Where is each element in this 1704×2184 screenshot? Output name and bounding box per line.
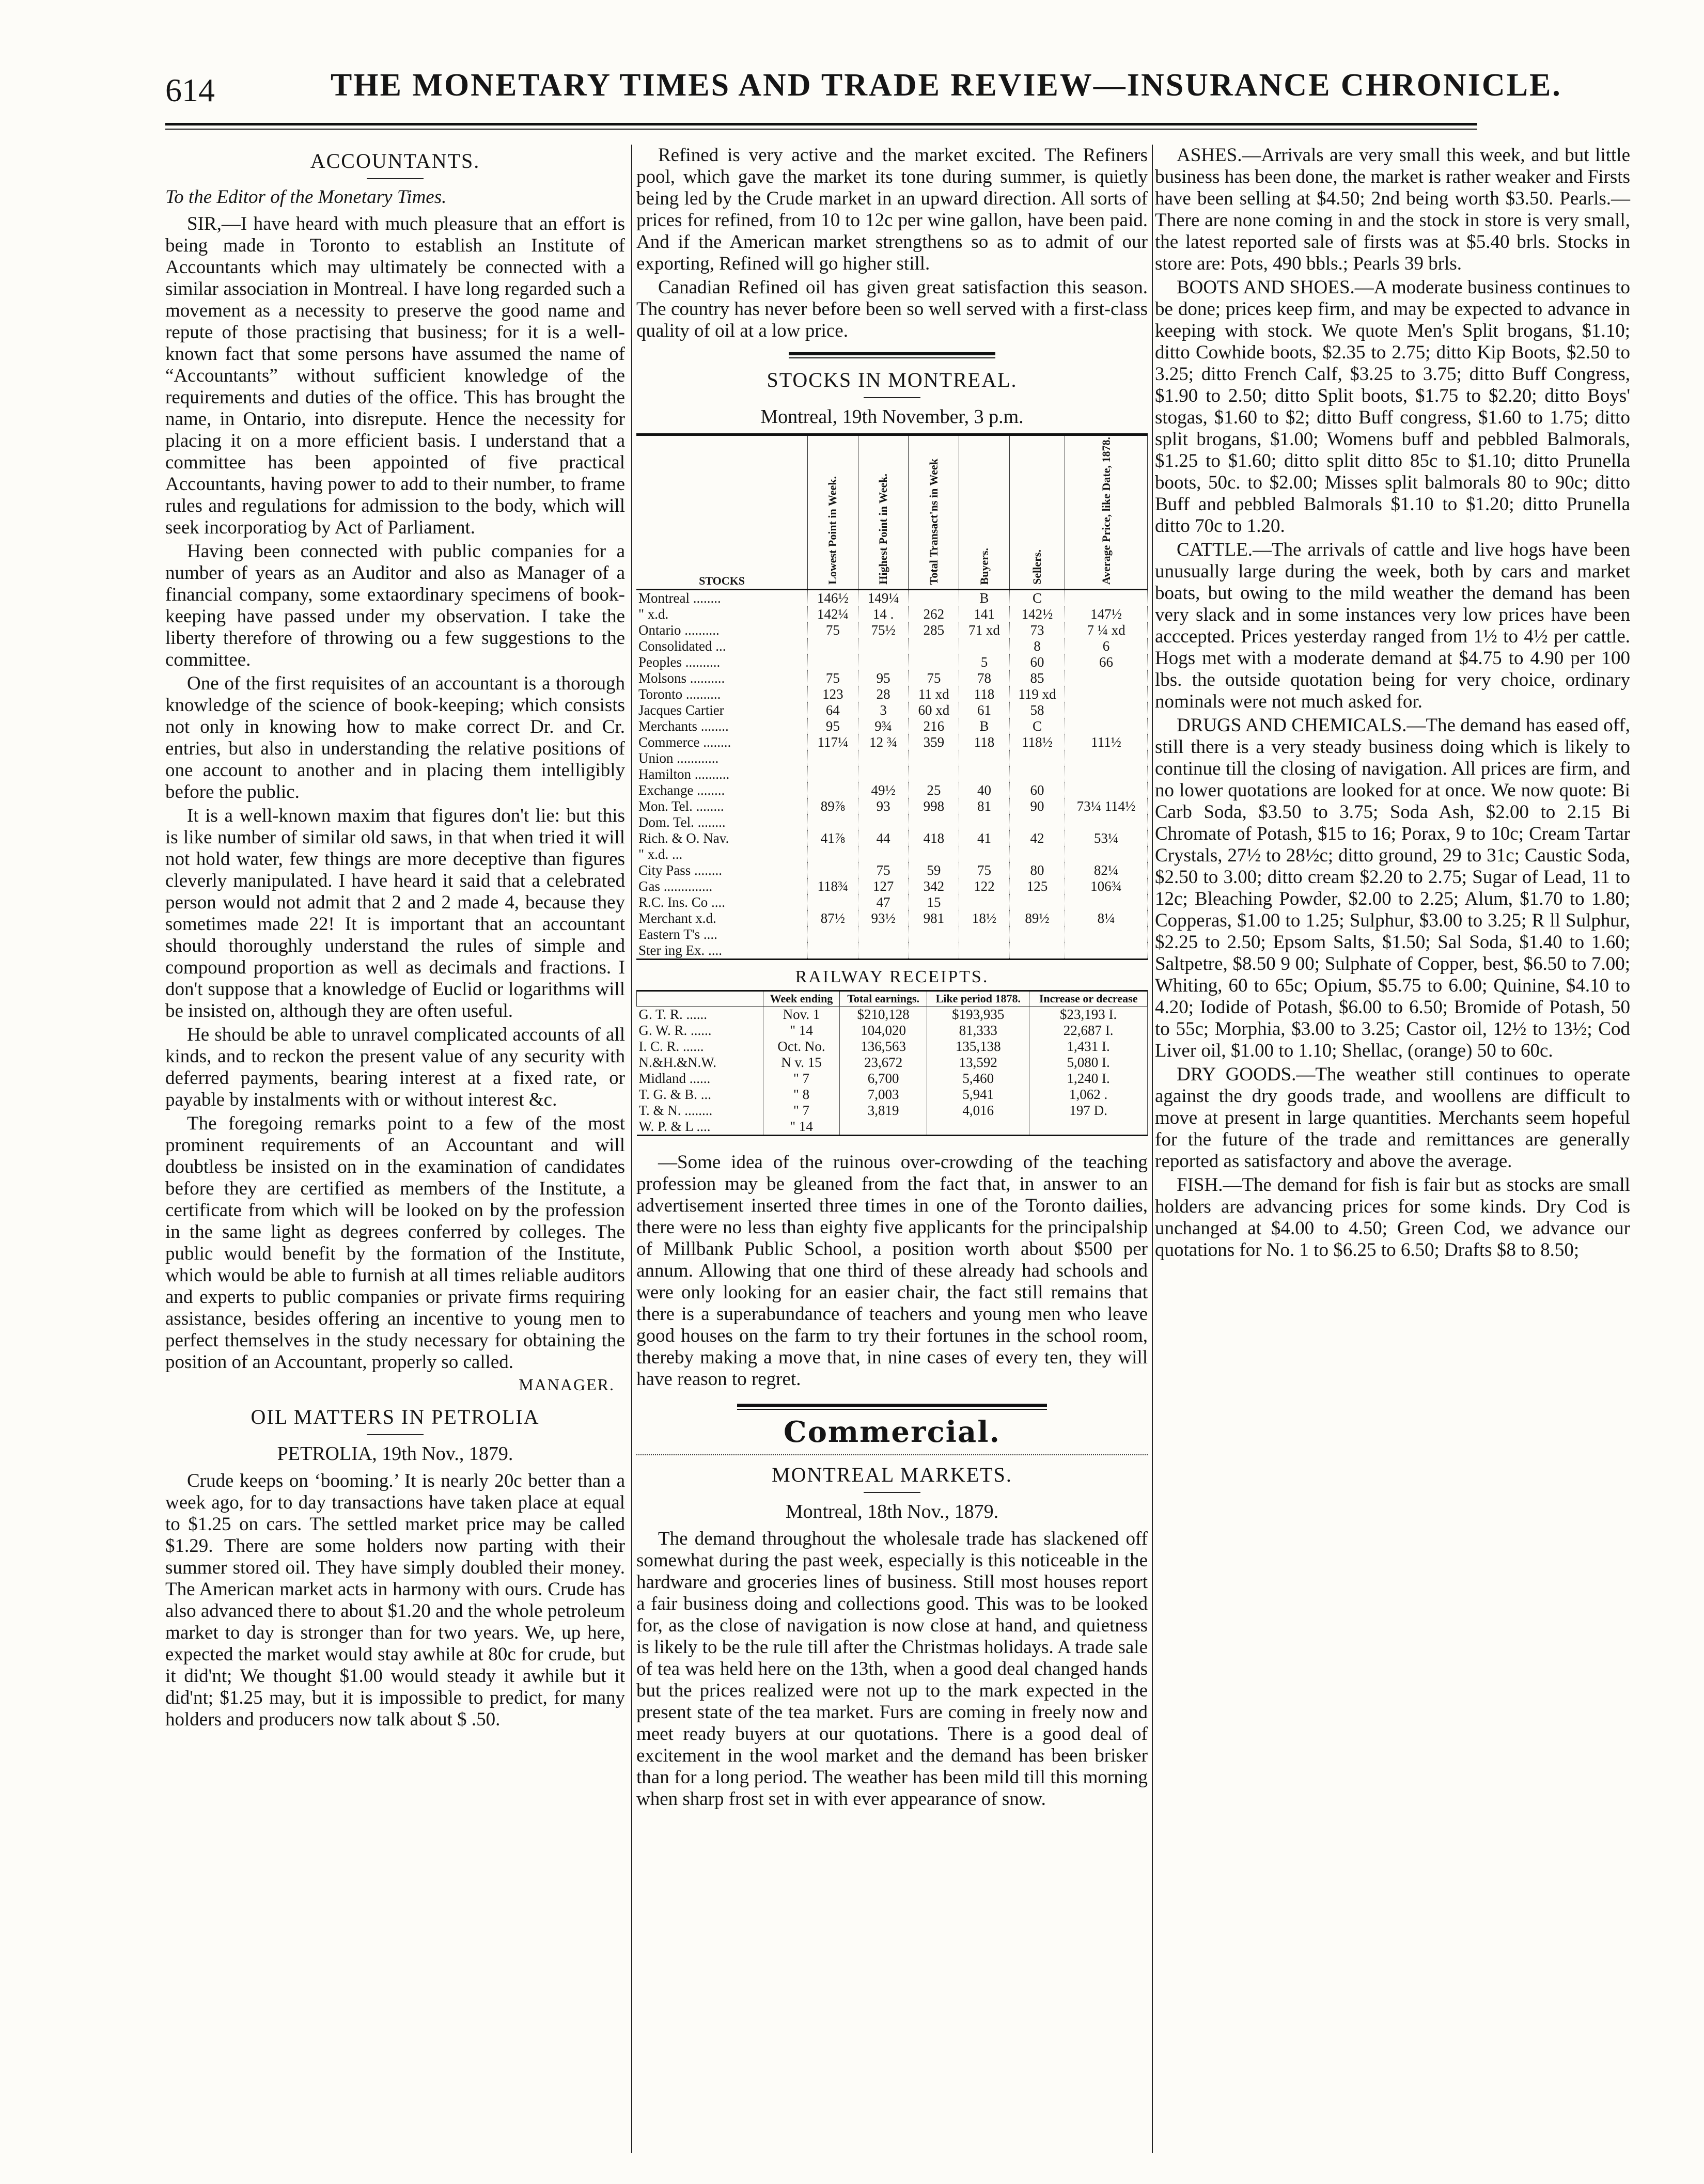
stocks-cell: 106¾ xyxy=(1065,878,1148,894)
stocks-cell: 90 xyxy=(1009,798,1065,814)
stocks-row xyxy=(636,942,1148,960)
stocks-cell: Dom. Tel. ........ xyxy=(636,814,808,830)
railway-cell: 81,333 xyxy=(927,1023,1029,1039)
stocks-cell xyxy=(959,766,1010,782)
railway-cell: 5,080 I. xyxy=(1029,1055,1148,1071)
stocks-cell: 60 xd xyxy=(909,702,959,718)
stocks-row xyxy=(636,926,1148,942)
stocks-cell: 95 xyxy=(808,718,858,734)
stocks-cell xyxy=(909,638,959,654)
stocks-dateline: Montreal, 19th November, 3 p.m. xyxy=(760,406,1024,428)
stocks-cell xyxy=(1065,686,1148,702)
stocks-cell: 142¼ xyxy=(808,606,858,622)
stocks-cell: 122 xyxy=(959,878,1010,894)
stocks-cell: 11 xd xyxy=(909,686,959,702)
stocks-cell: 75 xyxy=(959,862,1010,878)
railway-cell: $193,935 xyxy=(927,1007,1029,1023)
section-rule xyxy=(367,178,424,179)
stocks-cell: 118½ xyxy=(1009,734,1065,750)
column-2 xyxy=(636,145,1148,2153)
railway-col-header xyxy=(637,991,763,1007)
stocks-cell: 125 xyxy=(1009,878,1065,894)
railway-cell xyxy=(840,1119,927,1136)
markets-intro: The demand throughout the wholesale trade has slackened off somewhat during the past week, especially is this noticeable in the hardware and groceries lines of business. Still most houses report a fair business doing and collections good. This was to be looked for, as the close of navigation is now close at hand, and quietness is likely to be the rule till after the Christmas holidays. A trade sale of tea was held here on the 13th, when a good deal changed hands but the prices realized were not up to the mark expected in the present state of the tea market. Furs are coming in freely now and meet ready buyers at our quotations. There is a good deal of excitement in the wool market and the demand has been brisker than for a long period. The weather has been mild till this morning when sharp frost set in with ever appearance of snow. xyxy=(636,1528,1148,1810)
stocks-cell: Peoples .......... xyxy=(636,654,808,670)
stocks-heading: STOCKS IN MONTREAL. xyxy=(767,368,1018,391)
stocks-cell: Exchange ........ xyxy=(636,782,808,798)
stocks-cell xyxy=(959,894,1010,910)
stocks-cell xyxy=(909,590,959,607)
stocks-cell xyxy=(808,766,858,782)
stocks-cell: " x.d. ... xyxy=(636,846,808,862)
stocks-cell xyxy=(909,750,959,766)
stocks-cell xyxy=(1009,766,1065,782)
stocks-cell: 123 xyxy=(808,686,858,702)
stocks-cell xyxy=(808,862,858,878)
stocks-cell: 41⅞ xyxy=(808,830,858,846)
section-rule xyxy=(864,1492,920,1493)
stocks-cell: 64 xyxy=(808,702,858,718)
stocks-cell: Eastern T's .... xyxy=(636,926,808,942)
railway-heading: RAILWAY RECEIPTS. xyxy=(795,967,989,987)
stocks-cell: Rich. & O. Nav. xyxy=(636,830,808,846)
stocks-cell: 146½ xyxy=(808,590,858,607)
stocks-cell xyxy=(858,942,909,960)
stocks-cell: 53¼ xyxy=(1065,830,1148,846)
column-divider xyxy=(631,145,632,2153)
stocks-cell xyxy=(1065,926,1148,942)
stocks-cell: C xyxy=(1009,590,1065,607)
stocks-cell: 59 xyxy=(909,862,959,878)
letter-salutation: To the Editor of the Monetary Times. xyxy=(165,186,447,208)
stocks-cell: 142½ xyxy=(1009,606,1065,622)
stocks-cell: 28 xyxy=(858,686,909,702)
stocks-cell: 216 xyxy=(909,718,959,734)
stocks-cell xyxy=(808,894,858,910)
teachers-paragraph: —Some idea of the ruinous over-crowding of the teaching profession may be gleaned from the fact that, in answer to an advertisement inserted three times in one of the Toronto dailies, there were no less than eighty five applicants for the principalship of Millbank Public School, a position worth about $500 per annum. Allowing that one third of these already had schools and were only looking for an easier chair, the fact still remains that there is a superabundance of teachers and young men who leave good houses on the farm to try their fortunes in the school room, thereby making a move that, in nine cases of every ten, they will have reason to regret. xyxy=(636,1152,1148,1390)
stocks-cell: 359 xyxy=(909,734,959,750)
railway-col-header: Week ending xyxy=(763,991,840,1007)
stocks-cell: 147½ xyxy=(1065,606,1148,622)
stocks-cell xyxy=(1065,814,1148,830)
stocks-cell xyxy=(808,638,858,654)
railway-cell: Nov. 1 xyxy=(763,1007,840,1023)
railway-cell: " 14 xyxy=(763,1023,840,1039)
stocks-cell: 9¾ xyxy=(858,718,909,734)
stocks-cell xyxy=(858,814,909,830)
railway-cell: 7,003 xyxy=(840,1087,927,1103)
stocks-cell: 73¼ 114½ xyxy=(1065,798,1148,814)
stocks-cell: 71 xd xyxy=(959,622,1010,638)
stocks-cell: 127 xyxy=(858,878,909,894)
stocks-cell: 75 xyxy=(909,670,959,686)
stocks-cell: Consolidated ... xyxy=(636,638,808,654)
stocks-cell xyxy=(858,766,909,782)
stocks-cell: 58 xyxy=(1009,702,1065,718)
railway-row xyxy=(637,1119,1148,1136)
railway-cell: N.&H.&N.W. xyxy=(637,1055,763,1071)
railway-cell: 104,020 xyxy=(840,1023,927,1039)
railway-row xyxy=(637,1071,1148,1087)
stocks-cell xyxy=(909,846,959,862)
railway-cell: " 8 xyxy=(763,1087,840,1103)
stocks-row xyxy=(636,702,1148,718)
stocks-cell: 82¼ xyxy=(1065,862,1148,878)
stocks-cell: 8¼ xyxy=(1065,910,1148,926)
stocks-cell xyxy=(808,654,858,670)
railway-row xyxy=(637,1023,1148,1039)
railway-cell: 13,592 xyxy=(927,1055,1029,1071)
stocks-cell: 25 xyxy=(909,782,959,798)
railway-row xyxy=(637,1087,1148,1103)
railway-cell: 1,431 I. xyxy=(1029,1039,1148,1055)
markets-paragraph: DRUGS AND CHEMICALS.—The demand has eased off, still there is a very steady business doing which is likely to continue till the closing of navigation. All prices are firm, and no lower quotations are looked for at once. We now quote: Bi Carb Soda, $3.50 to 3.75; Soda Ash, $2.00 to 2.15 Bi Chromate of Potash, $15 to 16; Porax, 9 to 10c; Cream Tartar Crystals, 27½ to 28½c; ditto ground, 29 to 31c; Caustic Soda, $2.50 to 3.00; ditto cream $2.20 to 2.75; Sugar of Lead, 11 to 12c; Bleaching Powder, $2.00 to 2.25; Alum, $1.70 to 1.80; Copperas, $1.00 to 1.25; Sulphur, $3.00 to 3.25; R ll Sulphur, $2.25 to 2.50; Epsom Salts, $1.50; Sal Soda, $1.40 to 1.60; Saltpetre, $8.50 9 00; Sulphate of Copper, best, $6.50 to 7.00; Whiting, 60 to 65c; Opium, $5.75 to 6.00; Quinine, $4.10 to 4.20; Iodide of Potash, $6.00 to 6.50; Bromide of Potash, 50 to 55c; Morphia, $3.00 to 3.25; Castor oil, 12½ to 13½; Cod Liver oil, $1.00 to 1.10; Shellac, (orange) 50 to 60c. xyxy=(1155,715,1630,1061)
markets-dateline: Montreal, 18th Nov., 1879. xyxy=(785,1501,999,1523)
stocks-cell: 75½ xyxy=(858,622,909,638)
stocks-cell: 149¼ xyxy=(858,590,909,607)
railway-cell: N v. 15 xyxy=(763,1055,840,1071)
railway-cell: 135,138 xyxy=(927,1039,1029,1055)
stocks-cell: 95 xyxy=(858,670,909,686)
railway-row xyxy=(637,1007,1148,1023)
railway-cell: I. C. R. ...... xyxy=(637,1039,763,1055)
stocks-cell: City Pass ........ xyxy=(636,862,808,878)
stocks-cell xyxy=(1009,942,1065,960)
stocks-cell xyxy=(959,814,1010,830)
stocks-cell xyxy=(808,942,858,960)
stocks-cell: 66 xyxy=(1065,654,1148,670)
stocks-cell: Union ............ xyxy=(636,750,808,766)
accountants-paragraph: The foregoing remarks point to a few of the most prominent requirements of an Accountant and will doubtless be insisted on in the examination of candidates before they are certified as members of the Institute, a certificate from which will be looked on by the profession in the same light as degrees conferred by colleges. The public would benefit by the formation of the Institute, which would be able to furnish at all times reliable auditors and experts to public companies or private firms requiring assistance, besides offering an incentive to young men to perfect themselves in the study necessary for obtaining the position of an Accountant, properly so called. xyxy=(165,1113,625,1373)
stocks-cell: 998 xyxy=(909,798,959,814)
stocks-cell: 73 xyxy=(1009,622,1065,638)
stocks-cell: 87½ xyxy=(808,910,858,926)
column-1 xyxy=(165,145,625,2153)
railway-col-header: Total earnings. xyxy=(840,991,927,1007)
stocks-cell: Merchant x.d. xyxy=(636,910,808,926)
oil-dateline: PETROLIA, 19th Nov., 1879. xyxy=(277,1443,513,1465)
letter-signature: MANAGER. xyxy=(519,1375,615,1394)
stocks-row xyxy=(636,670,1148,686)
stocks-cell: 42 xyxy=(1009,830,1065,846)
stocks-cell xyxy=(1009,814,1065,830)
stocks-cell: 61 xyxy=(959,702,1010,718)
stocks-cell xyxy=(1065,766,1148,782)
stocks-row xyxy=(636,606,1148,622)
stocks-cell: 6 xyxy=(1065,638,1148,654)
railway-cell: Midland ...... xyxy=(637,1071,763,1087)
railway-cell: G. W. R. ...... xyxy=(637,1023,763,1039)
stocks-cell: 60 xyxy=(1009,654,1065,670)
stocks-cell xyxy=(858,654,909,670)
stocks-cell xyxy=(1009,846,1065,862)
stocks-cell: Ontario .......... xyxy=(636,622,808,638)
railway-body xyxy=(637,1007,1148,1136)
stocks-cell xyxy=(808,926,858,942)
stocks-cell: 60 xyxy=(1009,782,1065,798)
stocks-cell: 118 xyxy=(959,686,1010,702)
stocks-cell: 85 xyxy=(1009,670,1065,686)
section-ornament xyxy=(737,1404,1047,1410)
stocks-cell: 3 xyxy=(858,702,909,718)
stocks-cell: Hamilton .......... xyxy=(636,766,808,782)
railway-cell: " 7 xyxy=(763,1103,840,1119)
stocks-cell xyxy=(1065,782,1148,798)
railway-cell: G. T. R. ...... xyxy=(637,1007,763,1023)
railway-cell: 3,819 xyxy=(840,1103,927,1119)
stocks-cell xyxy=(858,750,909,766)
stocks-row xyxy=(636,830,1148,846)
stocks-cell: 285 xyxy=(909,622,959,638)
stocks-cell: 89½ xyxy=(1009,910,1065,926)
stocks-cell: 117¼ xyxy=(808,734,858,750)
header-rule xyxy=(165,123,1477,130)
stocks-cell: Toronto .......... xyxy=(636,686,808,702)
stocks-cell: 8 xyxy=(1009,638,1065,654)
stocks-cell xyxy=(1065,846,1148,862)
section-rule xyxy=(367,1434,424,1435)
railway-cell xyxy=(1029,1119,1148,1136)
accountants-heading: ACCOUNTANTS. xyxy=(310,149,480,172)
stocks-cell: 49½ xyxy=(858,782,909,798)
stocks-row xyxy=(636,750,1148,766)
stocks-cell: 75 xyxy=(808,670,858,686)
stocks-cell: Commerce ........ xyxy=(636,734,808,750)
stocks-row xyxy=(636,718,1148,734)
accountants-paragraph: SIR,—I have heard with much pleasure that an effort is being made in Toronto to establish an Institute of Accountants which may ultimately be connected with a similar association in Montreal. I have long regarded such a movement as a necessity to preserve the good name and repute of those practising that business; for it is a well-known fact that some persons have assumed the name of “Accountants” without sufficient knowledge of the requirements and duties of the office. This has brought the name, in Ontario, into disrepute. Hence the necessity for placing it on a more efficient basis. I understand that a committee has been appointed of five practical Accountants, having power to add to their number, to frame rules and regulations for admission to the body, which will seek incorporatiog by Act of Parliament. xyxy=(165,213,625,538)
railway-cell: 22,687 I. xyxy=(1029,1023,1148,1039)
railway-row xyxy=(637,1055,1148,1071)
stocks-row xyxy=(636,894,1148,910)
railway-cell xyxy=(927,1119,1029,1136)
stocks-cell xyxy=(1065,942,1148,960)
stocks-col-header: Buyers. xyxy=(959,435,1010,590)
stocks-cell xyxy=(808,782,858,798)
stocks-cell xyxy=(808,846,858,862)
markets-paragraph: BOOTS AND SHOES.—A moderate business continues to be done; prices keep firm, and may be expected to advance in keeping with stock. We quote Men's Split brogans, $1.10; ditto Cowhide boots, $2.35 to 2.75; ditto Kip Boots, $2.50 to 3.25; ditto French Calf, $3.25 to 3.75; ditto Buff Congress, $1.90 to 2.50; ditto Split boots, $1.75 to $2.20; ditto Boys' stogas, $1.60 to $2; ditto Buff congress, $1.60 to 1.75; ditto split brogans, $1.00; Womens buff and pebbled Balmorals, $1.25 to $1.60; ditto split ditto 85c to $1.10; ditto Prunella boots, 50c. to $2.00; Misses split balmorals 80 to 90c; ditto Buff and pebbled Balmorals $1.10 to $1.20; ditto Prunella ditto 70c to 1.20. xyxy=(1155,277,1630,537)
accountants-paragraph: One of the first requisites of an accountant is a thorough knowledge of the science of book-keeping; which consists not only in knowing how to make correct Dr. and Cr. entries, but also in understanding the relative positions of one account to another and in placing them intelligibly before the public. xyxy=(165,673,625,803)
stocks-cell: B xyxy=(959,718,1010,734)
stocks-cell xyxy=(808,814,858,830)
stocks-row xyxy=(636,846,1148,862)
stocks-cell xyxy=(1065,894,1148,910)
commercial-heading: Commercial. xyxy=(784,1415,1000,1450)
stocks-cell xyxy=(909,942,959,960)
oil-paragraph: Crude keeps on ‘booming.’ It is nearly 20c better than a week ago, for to day transactions have taken place at equal to $1.25 on cars. The settled market price may be called $1.29. There are some holders now parting with their summer stored oil. They have simply doubled their money. The American market acts in harmony with ours. Crude has also advanced there to about $1.20 and the whole petroleum market to day is stronger than for two years. We, up here, expected the market would stay awhile at 80c for crude, but it did'nt; We thought $1.00 would steady it awhile but it did'nt; $1.25 may, but it is impossible to predict, for many holders and producers now talk about $ .50. xyxy=(165,1470,625,1730)
stocks-row xyxy=(636,622,1148,638)
stocks-cell: 41 xyxy=(959,830,1010,846)
stocks-cell xyxy=(959,926,1010,942)
column-3 xyxy=(1155,145,1630,2153)
stocks-cell xyxy=(959,638,1010,654)
markets-paragraph: FISH.—The demand for fish is fair but as stocks are small holders are advancing prices for some kinds. Dry Cod is unchanged at $4.00 to 4.50; Green Cod, we advance our quotations for No. 1 to $6.25 to 6.50; Drafts $8 to 8.50; xyxy=(1155,1174,1630,1261)
stocks-cell xyxy=(1065,718,1148,734)
railway-cell: Oct. No. xyxy=(763,1039,840,1055)
stocks-cell: 80 xyxy=(1009,862,1065,878)
stocks-cell: B xyxy=(959,590,1010,607)
railway-row xyxy=(637,1039,1148,1055)
stocks-cell: 5 xyxy=(959,654,1010,670)
stocks-cell xyxy=(808,750,858,766)
stocks-cell xyxy=(1065,702,1148,718)
stocks-cell xyxy=(1009,894,1065,910)
montreal-markets-heading: MONTREAL MARKETS. xyxy=(772,1463,1012,1487)
stocks-cell: R.C. Ins. Co .... xyxy=(636,894,808,910)
stocks-col-header: Sellers. xyxy=(1009,435,1065,590)
railway-cell: 1,062 . xyxy=(1029,1087,1148,1103)
railway-cell: 6,700 xyxy=(840,1071,927,1087)
railway-cell: 5,460 xyxy=(927,1071,1029,1087)
railway-col-header: Increase or decrease xyxy=(1029,991,1148,1007)
stocks-cell: 262 xyxy=(909,606,959,622)
railway-cell: 23,672 xyxy=(840,1055,927,1071)
railway-table xyxy=(636,990,1148,1136)
railway-cell: 5,941 xyxy=(927,1087,1029,1103)
stocks-cell: 78 xyxy=(959,670,1010,686)
stocks-cell: 119 xd xyxy=(1009,686,1065,702)
markets-paragraph: ASHES.—Arrivals are very small this week, and but little business has been done, the market is rather weaker and Firsts have been selling at $4.50; 2nd being worth $3.50. Pearls.—There are none coming in and the stock in store is very small, the latest reported sale of firsts was at $5.40 brls. Stocks in store are: Pots, 490 bbls.; Pearls 39 brls. xyxy=(1155,145,1630,274)
stocks-cell: Gas .............. xyxy=(636,878,808,894)
stocks-cell: Montreal ........ xyxy=(636,590,808,607)
stocks-cell: 93 xyxy=(858,798,909,814)
railway-cell: $210,128 xyxy=(840,1007,927,1023)
railway-row xyxy=(637,1103,1148,1119)
stocks-col-header: Total Transact'ns in Week xyxy=(909,435,959,590)
railway-cell: 1,240 I. xyxy=(1029,1071,1148,1087)
stocks-cell: Jacques Cartier xyxy=(636,702,808,718)
stocks-cell xyxy=(959,942,1010,960)
stocks-cell xyxy=(909,814,959,830)
stocks-row xyxy=(636,686,1148,702)
stocks-cell: Merchants ........ xyxy=(636,718,808,734)
stocks-cell: 89⅞ xyxy=(808,798,858,814)
stocks-cell: C xyxy=(1009,718,1065,734)
stocks-row xyxy=(636,862,1148,878)
stocks-cell: 981 xyxy=(909,910,959,926)
stocks-cell: 44 xyxy=(858,830,909,846)
stocks-cell: 342 xyxy=(909,878,959,894)
stocks-cell xyxy=(1065,750,1148,766)
stocks-cell: 12 ¾ xyxy=(858,734,909,750)
stocks-cell: 75 xyxy=(808,622,858,638)
masthead-title: THE MONETARY TIMES AND TRADE REVIEW—INSURANCE CHRONICLE. xyxy=(331,68,1562,103)
railway-col-header: Like period 1878. xyxy=(927,991,1029,1007)
stocks-cell: 18½ xyxy=(959,910,1010,926)
stocks-cell: 47 xyxy=(858,894,909,910)
stocks-cell: Molsons .......... xyxy=(636,670,808,686)
stocks-row xyxy=(636,766,1148,782)
column-divider xyxy=(1152,145,1153,2153)
accountants-paragraph: Having been connected with public companies for a number of years as an Auditor and also as Manager of a financial company, some extaordinary specimens of book-keeping have passed under my observation. I take the liberty therefore of throwing ou a few suggestions to the committee. xyxy=(165,541,625,670)
railway-cell: $23,193 I. xyxy=(1029,1007,1148,1023)
page-number: 614 xyxy=(165,72,215,108)
section-ornament xyxy=(789,352,995,358)
railway-cell: 136,563 xyxy=(840,1039,927,1055)
stocks-cell xyxy=(1009,750,1065,766)
stocks-cell: Ster ing Ex. .... xyxy=(636,942,808,960)
railway-cell: " 7 xyxy=(763,1071,840,1087)
accountants-paragraph: It is a well-known maxim that figures don't lie: but this is like number of similar old saws, in that when tried it will not hold water, few things are more deceptive than figures cleverly manipulated. I have heard it said that a celebrated person would not admit that 2 and 2 made 4, because they sometimes made 22! It is important that an accountant should thoroughly understand the rules of simple and compound proportion as well as decimals and fractions. I don't suppose that a knowledge of Euclid or logarithms will be insisted on, although they are often useful. xyxy=(165,805,625,1022)
stocks-cell: 118¾ xyxy=(808,878,858,894)
stocks-row xyxy=(636,638,1148,654)
stocks-cell: 7 ¼ xd xyxy=(1065,622,1148,638)
markets-paragraph: DRY GOODS.—The weather still continues to operate against the dry goods trade, and woollens are difficult to move at present in large quantities. Merchants seem hopeful for the future of the trade and remittances are generally reported as satisfactory and above the average. xyxy=(1155,1064,1630,1172)
stocks-cell xyxy=(959,750,1010,766)
stocks-cell xyxy=(909,766,959,782)
stocks-table xyxy=(636,433,1148,960)
stocks-cell: 15 xyxy=(909,894,959,910)
stocks-col-header: Highest Point in Week. xyxy=(858,435,909,590)
section-rule xyxy=(864,397,920,398)
stocks-row xyxy=(636,814,1148,830)
railway-header-row xyxy=(637,991,1148,1007)
stocks-row xyxy=(636,782,1148,798)
stocks-body xyxy=(636,590,1148,960)
stocks-cell: 93½ xyxy=(858,910,909,926)
stocks-cell xyxy=(1065,670,1148,686)
stocks-cell: 81 xyxy=(959,798,1010,814)
railway-cell: T. G. & B. ... xyxy=(637,1087,763,1103)
stocks-cell xyxy=(959,846,1010,862)
oil-paragraph: Canadian Refined oil has given great satisfaction this season. The country has never before been so well served with a first-class quality of oil at a low price. xyxy=(636,277,1148,341)
accountants-paragraph: He should be able to unravel complicated accounts of all kinds, and to reckon the present value of any security with deferred payments, bearing interest at a fixed rate, or payable by instalments with or without interest &c. xyxy=(165,1024,625,1110)
railway-cell: " 14 xyxy=(763,1119,840,1136)
stocks-cell xyxy=(909,926,959,942)
stocks-cell xyxy=(858,926,909,942)
stocks-col-header: STOCKS xyxy=(636,435,808,590)
stocks-row xyxy=(636,910,1148,926)
stocks-col-header: Average Price, like Date, 1878. xyxy=(1065,435,1148,590)
oil-paragraph: Refined is very active and the market excited. The Refiners pool, which gave the market its tone during summer, is quietly being led by the Crude market in an upward direction. All sorts of prices for refined, from 10 to 12c per wine gallon, have been paid. And if the American market strengthens so as to admit of our exporting, Refined will go higher still. xyxy=(636,145,1148,274)
stocks-col-header: Lowest Point in Week. xyxy=(808,435,858,590)
railway-cell: W. P. & L .... xyxy=(637,1119,763,1136)
stocks-cell: 40 xyxy=(959,782,1010,798)
stocks-row xyxy=(636,734,1148,750)
stocks-cell xyxy=(1009,926,1065,942)
stocks-cell: 111½ xyxy=(1065,734,1148,750)
stocks-cell: 14 . xyxy=(858,606,909,622)
page-header xyxy=(165,67,1562,124)
stocks-row xyxy=(636,590,1148,607)
railway-cell: T. & N. ........ xyxy=(637,1103,763,1119)
stocks-cell xyxy=(858,846,909,862)
railway-cell: 4,016 xyxy=(927,1103,1029,1119)
stocks-cell: 418 xyxy=(909,830,959,846)
stocks-cell xyxy=(1065,590,1148,607)
stocks-cell: 75 xyxy=(858,862,909,878)
section-rule xyxy=(636,1454,1148,1455)
stocks-cell: Mon. Tel. ........ xyxy=(636,798,808,814)
markets-paragraph: CATTLE.—The arrivals of cattle and live hogs have been unusually large during the week, both by cars and market boats, but owing to the mild weather the demand has been very slack and in some instances very low prices have been acccepted. Prices yesterday ranged from 1½ to 4½ per cattle. Hogs met with a moderate demand at $4.75 to 4.90 per 100 lbs. the outside quotation being for very choice, ordinary nominals were not much asked for. xyxy=(1155,539,1630,712)
railway-cell: 197 D. xyxy=(1029,1103,1148,1119)
stocks-cell xyxy=(909,654,959,670)
stocks-header-row xyxy=(636,435,1148,590)
stocks-cell: 118 xyxy=(959,734,1010,750)
stocks-cell: " x.d. xyxy=(636,606,808,622)
stocks-row xyxy=(636,878,1148,894)
stocks-cell: 141 xyxy=(959,606,1010,622)
stocks-cell xyxy=(858,638,909,654)
stocks-row xyxy=(636,654,1148,670)
oil-heading: OIL MATTERS IN PETROLIA xyxy=(251,1405,540,1428)
stocks-row xyxy=(636,798,1148,814)
